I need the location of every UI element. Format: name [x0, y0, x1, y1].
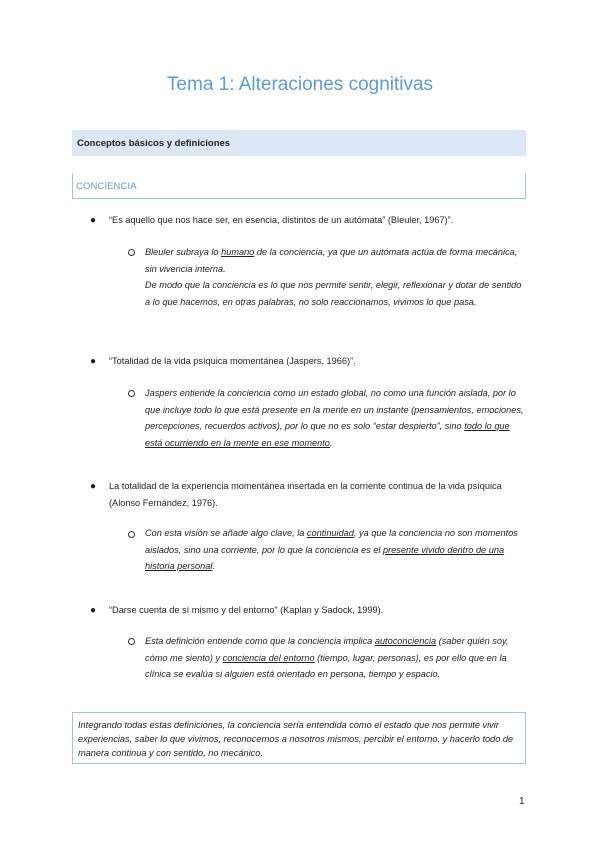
- explanation-alonso: Con esta visión se añade algo clave, la continuidad, ya que la conciencia no son momentos aislados, sino una corriente, por lo que la conciencia es el presente vivido dentro de una historia personal.: [145, 528, 518, 571]
- underlined-term: presente vivido dentro de una historia personal: [145, 544, 505, 571]
- explanation-kaplan: Esta definición entiende como que la conciencia implica autoconciencia (saber quién soy, cómo me siento) y conciencia del entorno (tiempo, lugar, personas), es por ello que en la clínica se evalúa si alguien está orientado en persona, tiempo y espacio.: [145, 636, 509, 679]
- section-header: [72, 130, 526, 156]
- definition-alonso: La totalidad de la experiencia momentánea insertada en la corriente continua de la vida psíquica (Alonso Fernández, 1976).: [109, 481, 502, 508]
- underlined-term: todo lo que está ocurriendo en la mente en ese momento: [145, 421, 510, 448]
- definition-kaplan: “Darse cuenta de sí mismo y del entorno” (Kaplan y Sadock, 1999).: [109, 605, 384, 615]
- sub-bullet-icon: [128, 638, 135, 645]
- subsection-header: [72, 173, 526, 199]
- summary-box: Integrando todas estas definiciones, la conciencia sería entendida como el estado que nos permite vivir experiencias, saber lo que vivimos, reconocernos a nosotros mismos, percibir el entorno, y hacerlo todo de manera continua y con sentido, no mecánico.: [72, 712, 526, 764]
- sub-bullet-icon: [128, 531, 135, 538]
- underlined-term: conciencia del entorno: [222, 652, 315, 663]
- bullet-icon: ●: [90, 356, 97, 367]
- page-title: Tema 1: Alteraciones cognitivas: [166, 74, 434, 95]
- underlined-term: autoconciencia: [374, 636, 437, 646]
- sub-bullet-icon: [128, 249, 135, 256]
- explanation-bleuler: Bleuler subraya lo humano de la conciencia, ya que un autómata actúa de forma mecánica, sin vivencia interna. De modo que la conciencia es lo que nos permite sentir, elegir, reflexionar y dotar de sentido a lo que hacemos, en otras palabras, no solo reaccionamos, vivimos lo que pasa.: [145, 247, 522, 307]
- bullet-icon: ●: [90, 605, 97, 616]
- explanation-jaspers: Jaspers entiende la conciencia como un estado global, no como una función aislada, por lo que incluye todo lo que está presente en la mente en un instante (pensamientos, emociones, percepciones, recuerdos activos), por lo que no es solo “estar despierto”, sino todo lo que está ocurriendo en la mente en ese momento.: [145, 388, 524, 448]
- sub-bullet-icon: [128, 390, 135, 397]
- underlined-term: humano: [221, 247, 255, 257]
- bullet-icon: ●: [90, 481, 97, 492]
- underlined-term: continuidad: [306, 528, 354, 538]
- bullet-icon: ●: [90, 215, 97, 226]
- definition-bleuler: “Es aquello que nos hace ser, en esencia, distintos de un autómata” (Bleuler, 1967)”.: [109, 215, 454, 225]
- page-number: 1: [519, 796, 525, 807]
- section-header-label: Conceptos básicos y definiciones: [77, 138, 231, 149]
- subsection-header-label: CONCIENCIA: [76, 181, 137, 192]
- definition-jaspers: “Totalidad de la vida psíquica momentánea (Jaspers, 1966)”.: [109, 356, 356, 366]
